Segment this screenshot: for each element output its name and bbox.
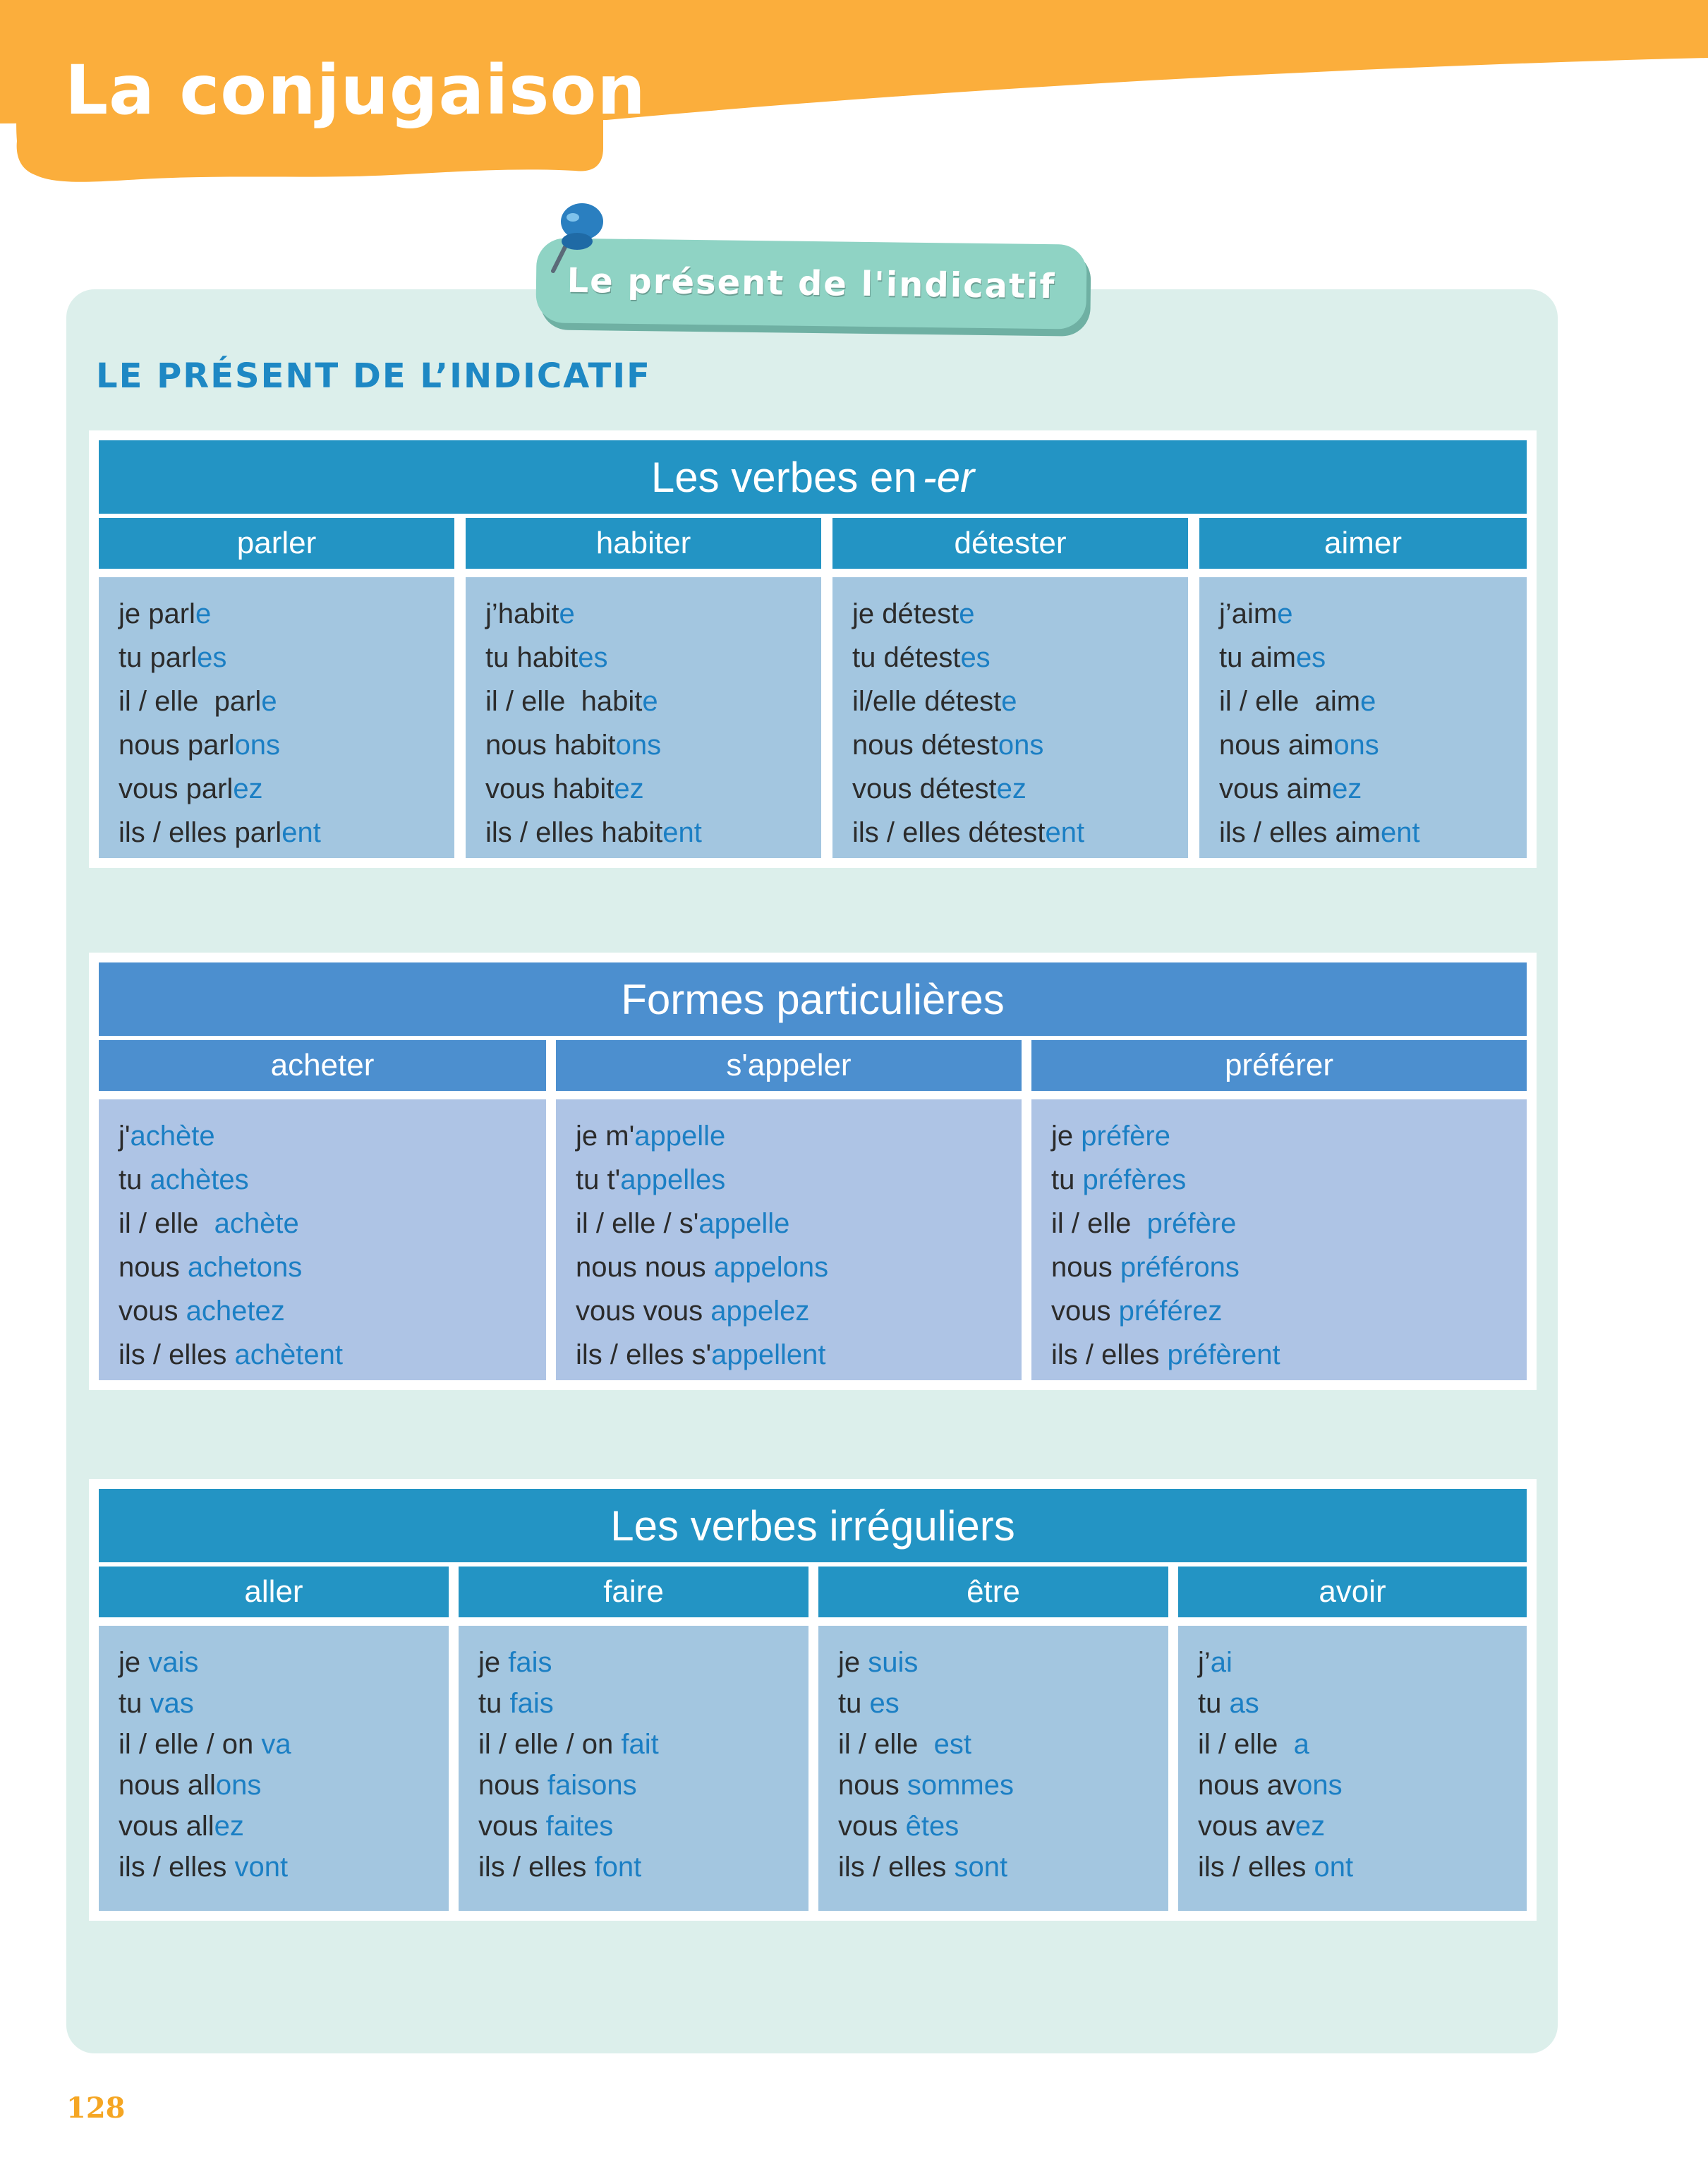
conjugation-line	[838, 1688, 900, 1720]
conjugation-line	[852, 598, 974, 630]
conjugation-stem: tu habit	[485, 642, 579, 673]
conjugation-line	[1051, 1164, 1186, 1196]
conjugation-line	[852, 686, 1017, 718]
conjugation-ending: sommes	[907, 1770, 1014, 1801]
conjugation-stem: ils / elles s'	[576, 1339, 712, 1370]
conjugation-stem: tu	[119, 1688, 150, 1719]
conjugation-stem: j’habit	[485, 598, 559, 629]
conjugation-stem: il/elle détest	[852, 686, 1002, 717]
conjugation-list	[556, 1099, 1022, 1380]
conjugation-stem: vous all	[119, 1811, 214, 1842]
conjugation-line	[1219, 642, 1326, 674]
conjugation-ending: ez	[614, 773, 644, 804]
conjugation-stem: vous	[838, 1811, 906, 1842]
conjugation-line	[478, 1811, 613, 1842]
conjugation-list	[99, 577, 454, 858]
conjugation-ending: fais	[509, 1688, 554, 1719]
conjugation-line	[1219, 773, 1362, 805]
conjugation-stem: j'	[119, 1121, 131, 1152]
conjugation-ending: achetez	[186, 1296, 285, 1327]
conjugation-stem: je	[119, 1647, 149, 1678]
conjugation-line	[576, 1252, 828, 1284]
conjugation-line	[485, 686, 658, 718]
conjugation-ending: va	[261, 1729, 291, 1760]
conjugation-ending: ons	[1333, 730, 1379, 761]
conjugation-ending: e	[261, 686, 277, 717]
conjugation-line	[576, 1164, 725, 1196]
conjugation-ending: es	[869, 1688, 900, 1719]
verb-column	[459, 1567, 808, 1911]
conjugation-line	[119, 1164, 249, 1196]
conjugation-stem: il / elle parl	[119, 686, 262, 717]
table-verbes-irreguliers	[89, 1479, 1537, 1921]
conjugation-line	[485, 642, 607, 674]
conjugation-stem: je	[838, 1647, 868, 1678]
conjugation-stem: ils / elles aim	[1219, 817, 1381, 848]
conjugation-line	[119, 1647, 198, 1679]
conjugation-line	[119, 686, 277, 718]
conjugation-stem: nous aim	[1219, 730, 1334, 761]
conjugation-stem: tu détest	[852, 642, 961, 673]
conjugation-ending: appelle	[634, 1121, 726, 1152]
conjugation-stem: nous	[838, 1770, 907, 1801]
conjugation-stem: vous parl	[119, 773, 234, 804]
page-number: 128	[66, 2091, 126, 2125]
conjugation-stem: il / elle	[1051, 1208, 1147, 1239]
conjugation-ending: est	[933, 1729, 971, 1760]
conjugation-stem: nous habit	[485, 730, 616, 761]
conjugation-line	[838, 1729, 971, 1761]
conjugation-line	[1198, 1647, 1232, 1679]
conjugation-ending: e	[1360, 686, 1376, 717]
conjugation-ending: achètes	[150, 1164, 249, 1195]
conjugation-stem: il / elle / s'	[576, 1208, 699, 1239]
conjugation-list	[466, 577, 821, 858]
verb-column	[99, 1040, 546, 1380]
table-verbes-er	[89, 430, 1537, 868]
conjugation-ending: ent	[1045, 817, 1085, 848]
conjugation-ending: e	[1001, 686, 1017, 717]
conjugation-ending: e	[195, 598, 212, 629]
verb-header: faire	[459, 1567, 808, 1617]
conjugation-line	[119, 642, 226, 674]
conjugation-ending: faisons	[547, 1770, 637, 1801]
conjugation-stem: tu	[119, 1164, 150, 1195]
conjugation-line	[119, 598, 211, 630]
conjugation-line	[119, 1208, 299, 1240]
conjugation-line	[119, 1121, 215, 1152]
conjugation-ending: e	[1277, 598, 1293, 629]
verb-column	[832, 518, 1188, 858]
conjugation-stem: il / elle	[119, 1208, 214, 1239]
conjugation-stem: nous	[119, 1252, 188, 1283]
conjugation-line	[478, 1647, 552, 1679]
pushpin-icon	[543, 192, 621, 277]
conjugation-line	[838, 1647, 918, 1679]
conjugation-stem: j’	[1198, 1647, 1211, 1678]
verb-header: parler	[99, 518, 454, 569]
conjugation-stem: ils / elles habit	[485, 817, 663, 848]
conjugation-stem: nous nous	[576, 1252, 714, 1283]
conjugation-ending: fais	[508, 1647, 552, 1678]
verb-column	[818, 1567, 1168, 1911]
conjugation-stem: ils / elles	[119, 1339, 235, 1370]
conjugation-ending: vais	[148, 1647, 199, 1678]
conjugation-stem: il / elle	[1198, 1729, 1294, 1760]
conjugation-stem: tu t'	[576, 1164, 621, 1195]
conjugation-ending: préfères	[1082, 1164, 1187, 1195]
conjugation-stem: nous détest	[852, 730, 998, 761]
conjugation-ending: ez	[1295, 1811, 1326, 1842]
conjugation-line	[1051, 1208, 1236, 1240]
conjugation-ending: ons	[1297, 1770, 1343, 1801]
conjugation-list	[832, 577, 1188, 858]
conjugation-ending: e	[959, 598, 975, 629]
conjugation-stem: vous	[1051, 1296, 1119, 1327]
verb-header: s'appeler	[556, 1040, 1022, 1091]
conjugation-ending: achètent	[234, 1339, 343, 1370]
conjugation-stem: je m'	[576, 1121, 635, 1152]
verb-header: préférer	[1031, 1040, 1527, 1091]
conjugation-line	[838, 1770, 1014, 1801]
conjugation-ending: préfère	[1081, 1121, 1170, 1152]
conjugation-stem: il / elle habit	[485, 686, 643, 717]
conjugation-line	[852, 642, 991, 674]
conjugation-ending: appellent	[711, 1339, 826, 1370]
conjugation-line	[119, 730, 280, 761]
conjugation-line	[1198, 1688, 1259, 1720]
conjugation-ending: êtes	[905, 1811, 959, 1842]
conjugation-line	[119, 1296, 285, 1327]
conjugation-line	[576, 1208, 789, 1240]
conjugation-stem: ils / elles	[838, 1852, 955, 1883]
verb-column	[1199, 518, 1527, 858]
conjugation-stem: tu	[838, 1688, 870, 1719]
table-title: Les verbes irréguliers	[99, 1489, 1527, 1562]
verb-header: être	[818, 1567, 1168, 1617]
conjugation-stem: tu	[1198, 1688, 1230, 1719]
conjugation-line	[478, 1852, 641, 1883]
conjugation-ending: ez	[214, 1811, 244, 1842]
conjugation-line	[1051, 1339, 1280, 1371]
conjugation-stem: vous habit	[485, 773, 614, 804]
conjugation-ending: achète	[214, 1208, 299, 1239]
verb-column	[99, 518, 454, 858]
conjugation-stem: il / elle aim	[1219, 686, 1361, 717]
verb-header: aimer	[1199, 518, 1527, 569]
conjugation-stem: ils / elles parl	[119, 817, 282, 848]
conjugation-line	[478, 1688, 554, 1720]
conjugation-stem: il / elle / on	[119, 1729, 262, 1760]
conjugation-stem: il / elle / on	[478, 1729, 622, 1760]
conjugation-ending: ent	[662, 817, 702, 848]
verb-header: aller	[99, 1567, 449, 1617]
conjugation-ending: es	[578, 642, 608, 673]
conjugation-line	[485, 730, 661, 761]
conjugation-ending: font	[594, 1852, 642, 1883]
conjugation-ending: ez	[996, 773, 1026, 804]
conjugation-ending: a	[1293, 1729, 1309, 1760]
conjugation-line	[1198, 1770, 1343, 1801]
conjugation-ending: ez	[233, 773, 263, 804]
chapter-title: La conjugaison	[65, 51, 646, 130]
conjugation-stem: j’aim	[1219, 598, 1278, 629]
conjugation-stem: il / elle	[838, 1729, 934, 1760]
table-formes-particulieres	[89, 953, 1537, 1390]
conjugation-stem: ils / elles	[119, 1852, 235, 1883]
conjugation-ending: es	[1295, 642, 1326, 673]
conjugation-ending: préférez	[1118, 1296, 1223, 1327]
conjugation-stem: nous	[1051, 1252, 1120, 1283]
verb-header: détester	[832, 518, 1188, 569]
conjugation-stem: tu	[478, 1688, 510, 1719]
conjugation-line	[1219, 598, 1292, 630]
conjugation-stem: ils / elles	[1051, 1339, 1168, 1370]
verb-header: avoir	[1178, 1567, 1527, 1617]
conjugation-stem: je détest	[852, 598, 959, 629]
conjugation-stem: nous parl	[119, 730, 235, 761]
conjugation-ending: vont	[234, 1852, 289, 1883]
conjugation-line	[576, 1296, 809, 1327]
conjugation-line	[119, 773, 263, 805]
conjugation-ending: ai	[1210, 1647, 1232, 1678]
conjugation-line	[1198, 1811, 1325, 1842]
conjugation-stem: nous all	[119, 1770, 216, 1801]
verb-header: habiter	[466, 518, 821, 569]
conjugation-ending: appelle	[698, 1208, 790, 1239]
conjugation-stem: vous av	[1198, 1811, 1295, 1842]
conjugation-ending: fait	[621, 1729, 659, 1760]
conjugation-line	[119, 1688, 194, 1720]
conjugation-ending: préfère	[1146, 1208, 1237, 1239]
conjugation-line	[119, 1729, 291, 1761]
conjugation-list	[1031, 1099, 1527, 1380]
conjugation-ending: ons	[998, 730, 1044, 761]
section-tag-label: Le présent de l'indicatif	[567, 260, 1056, 307]
conjugation-line	[1051, 1252, 1240, 1284]
conjugation-list	[99, 1626, 449, 1911]
conjugation-line	[119, 1811, 244, 1842]
verb-column	[1031, 1040, 1527, 1380]
conjugation-ending: as	[1229, 1688, 1259, 1719]
conjugation-ending: es	[960, 642, 991, 673]
conjugation-ending: appelez	[710, 1296, 810, 1327]
conjugation-stem: tu aim	[1219, 642, 1296, 673]
conjugation-ending: sont	[954, 1852, 1008, 1883]
conjugation-ending: faites	[545, 1811, 614, 1842]
conjugation-ending: préférons	[1120, 1252, 1240, 1283]
conjugation-ending: ons	[615, 730, 662, 761]
conjugation-ending: achetons	[187, 1252, 303, 1283]
conjugation-line	[1051, 1296, 1222, 1327]
conjugation-ending: ons	[215, 1770, 262, 1801]
conjugation-stem: vous	[478, 1811, 546, 1842]
conjugation-list	[459, 1626, 808, 1911]
conjugation-line	[1219, 730, 1379, 761]
conjugation-stem: nous av	[1198, 1770, 1297, 1801]
conjugation-line	[1219, 686, 1376, 718]
conjugation-line	[478, 1770, 637, 1801]
conjugation-ending: vas	[150, 1688, 194, 1719]
table-title-suffix: -er	[922, 453, 975, 501]
conjugation-ending: ent	[1380, 817, 1420, 848]
conjugation-line	[485, 773, 644, 805]
conjugation-line	[576, 1339, 826, 1371]
conjugation-list	[818, 1626, 1168, 1911]
conjugation-stem: je	[478, 1647, 509, 1678]
conjugation-stem: tu	[1051, 1164, 1083, 1195]
conjugation-stem: ils / elles détest	[852, 817, 1046, 848]
conjugation-stem: nous	[478, 1770, 547, 1801]
conjugation-ending: appelons	[713, 1252, 829, 1283]
conjugation-stem: tu parl	[119, 642, 198, 673]
conjugation-line	[485, 817, 702, 849]
conjugation-ending: e	[559, 598, 575, 629]
conjugation-stem: je parl	[119, 598, 195, 629]
conjugation-line	[838, 1811, 959, 1842]
conjugation-line	[119, 1852, 288, 1883]
section-heading: LE PRÉSENT DE L’INDICATIF	[96, 356, 651, 396]
conjugation-ending: préfèrent	[1167, 1339, 1280, 1370]
conjugation-ending: es	[197, 642, 227, 673]
conjugation-stem: vous vous	[576, 1296, 711, 1327]
conjugation-stem: vous	[119, 1296, 186, 1327]
verb-column	[99, 1567, 449, 1911]
conjugation-ending: e	[642, 686, 658, 717]
conjugation-list	[1199, 577, 1527, 858]
conjugation-stem: je	[1051, 1121, 1082, 1152]
conjugation-stem: ils / elles	[1198, 1852, 1314, 1883]
conjugation-line	[119, 1252, 302, 1284]
conjugation-ending: achète	[130, 1121, 215, 1152]
verb-column	[466, 518, 821, 858]
conjugation-line	[485, 598, 575, 630]
conjugation-ending: suis	[868, 1647, 919, 1678]
conjugation-line	[119, 1770, 261, 1801]
conjugation-stem: ils / elles	[478, 1852, 595, 1883]
verb-column	[556, 1040, 1022, 1380]
verb-header: acheter	[99, 1040, 546, 1091]
conjugation-ending: appelles	[620, 1164, 726, 1195]
conjugation-line	[852, 730, 1043, 761]
conjugation-line	[119, 1339, 343, 1371]
conjugation-line	[1198, 1852, 1353, 1883]
conjugation-list	[1178, 1626, 1527, 1911]
conjugation-ending: ent	[281, 817, 321, 848]
conjugation-line	[1051, 1121, 1170, 1152]
conjugation-line	[1219, 817, 1420, 849]
conjugation-line	[852, 817, 1084, 849]
conjugation-line	[478, 1729, 659, 1761]
verb-column	[1178, 1567, 1527, 1911]
conjugation-line	[1198, 1729, 1309, 1761]
conjugation-line	[576, 1121, 725, 1152]
table-title: Formes particulières	[99, 962, 1527, 1036]
conjugation-line	[119, 817, 321, 849]
conjugation-stem: vous aim	[1219, 773, 1333, 804]
conjugation-stem: vous détest	[852, 773, 997, 804]
table-title: Les verbes en -er	[99, 440, 1527, 514]
conjugation-line	[852, 773, 1026, 805]
conjugation-ending: ont	[1314, 1852, 1354, 1883]
conjugation-ending: ez	[1332, 773, 1362, 804]
conjugation-list	[99, 1099, 546, 1380]
conjugation-line	[838, 1852, 1007, 1883]
conjugation-ending: ons	[234, 730, 281, 761]
